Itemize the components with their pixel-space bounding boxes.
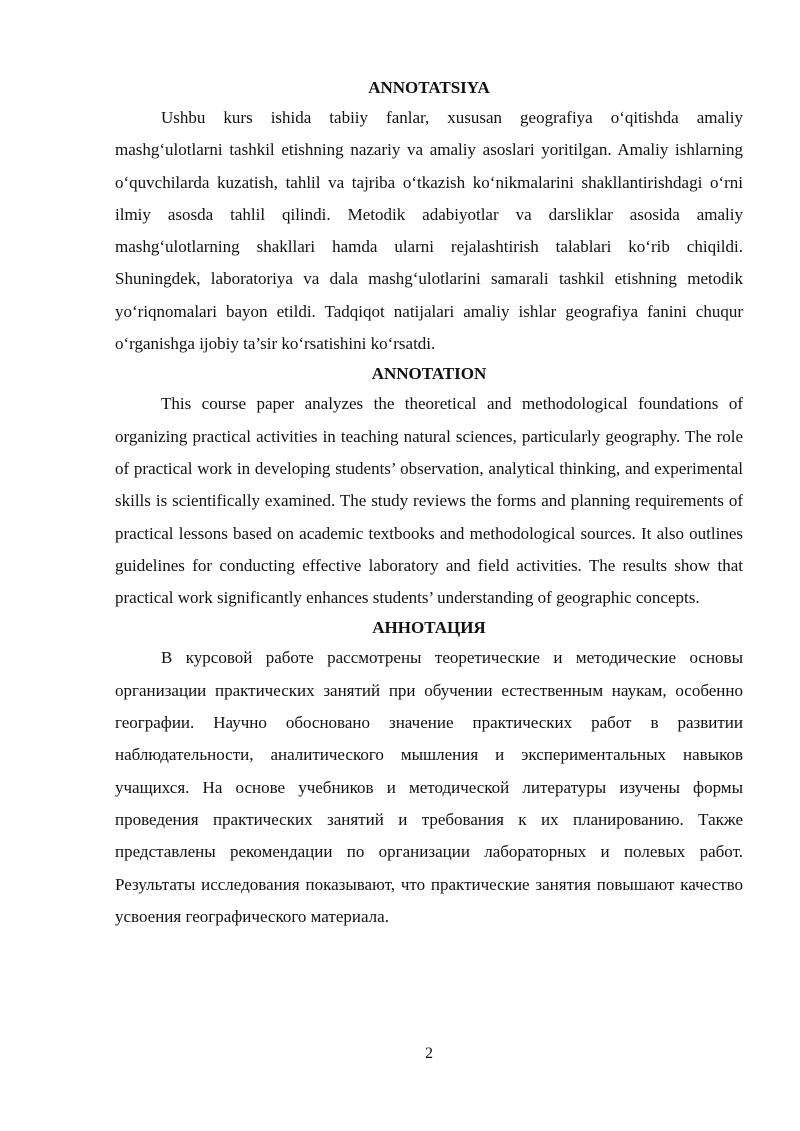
- paragraph-russian-annotation: В курсовой работе рассмотрены теоретические и методические основы организации практических занятий при обучении естественным наукам, особенно географии. Научно обосновано значение практических работ в развитии наблюдательности, аналитического мышления и экспериментальных навыков учащихся. На основе учебников и методической литературы изучены формы проведения практических занятий и требования к их планированию. Также представлены рекомендации по организации лабораторных и полевых работ. Результаты исследования показывают, что практические занятия повышают качество усвоения географического материала.: [115, 648, 743, 926]
- page-number: 2: [425, 1045, 433, 1062]
- paragraph-english-annotation: This course paper analyzes the theoretical and methodological foundations of organizing practical activities in teaching natural sciences, particularly geography. The role of practical work in developing students’ observation, analytical thinking, and experimental skills is scientifically examined. The study reviews the forms and planning requirements of practical lessons based on academic textbooks and methodological sources. It also outlines guidelines for conducting effective laboratory and field activities. The results show that practical work significantly enhances students’ understanding of geographic concepts.: [115, 394, 743, 608]
- heading-russian-annotation: АННОТАЦИЯ: [372, 618, 486, 638]
- paragraph-uzbek-annotation: Ushbu kurs ishida tabiiy fanlar, xususan geografiya o‘qitishda amaliy mashg‘ulotlarni tashkil etishning nazariy va amaliy asoslari yoritilgan. Amaliy ishlarning o‘quvchilarda kuzatish, tahlil va tajriba o‘tkazish ko‘nikmalarini shakllantirishdagi o‘rni ilmiy asosda tahlil qilindi. Metodik adabiyotlar va darsliklar asosida amaliy mashg‘ulotlarning shakllari hamda ularni rejalashtirish talablari ko‘rib chiqildi. Shuningdek, laboratoriya va dala mashg‘ulotlarini samarali tashkil etishning metodik yo‘riqnomalari bayon etildi. Tadqiqot natijalari amaliy ishlar geografiya fanini chuqur o‘rganishga ijobiy ta’sir ko‘rsatishini ko‘rsatdi.: [115, 108, 743, 354]
- heading-english-annotation: ANNOTATION: [371, 364, 487, 384]
- heading-uzbek-annotation: ANNOTATSIYA: [368, 78, 490, 97]
